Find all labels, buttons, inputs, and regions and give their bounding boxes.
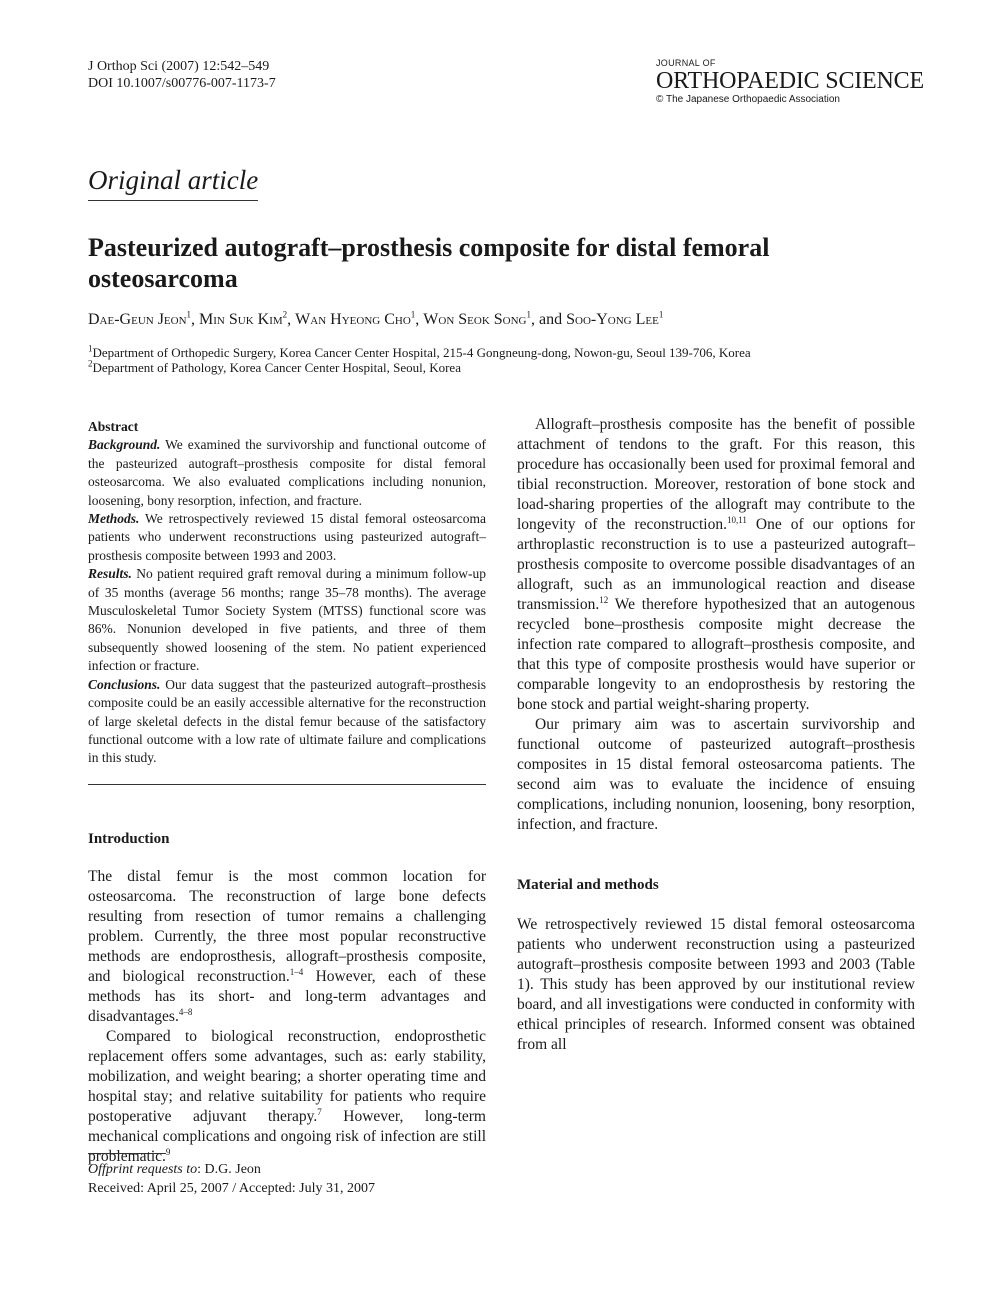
journal-name: ORTHOPAEDIC SCIENCE xyxy=(656,68,924,94)
author-affil-sup: 2 xyxy=(282,309,288,320)
intro-paragraph-3: Allograft–prosthesis composite has the benefit of possible attachment of tendons to the graft. For this reason, this procedure has occasionally been used for proximal femoral and tibial reconstruction. Moreover, restoration of bone stock and load-sharing properties of the allograft may contribute to the longevity of the reconstruction.$^{10,11}$ One of our options for arthroplastic reconstruction is to use a pasteurized autograft–prosthesis composite to overcome possible disadvantages of an allograft, such as an immunological reaction and disease transmission.$^{12}$ We therefore hypothesized that an autogenous recycled bone–prosthesis composite might decrease the infection rate compared to allograft–prosthesis composite, and that this type of composite prosthesis would have superior or comparable longevity to an endoprosthesis by restoring the bone stock and partial weight-sharing property. xyxy=(517,416,915,713)
author-affil-sup: 1 xyxy=(186,309,192,320)
offprint-line: Offprint requests to: D.G. Jeon xyxy=(88,1162,261,1177)
author-name: Won Seok Song xyxy=(423,311,527,328)
affiliation-1: $^1$Department of Orthopedic Surgery, Korea Cancer Center Hospital, 215-4 Gongneung-dong, Nowon-gu, Seoul 139-706, Korea xyxy=(88,343,751,360)
journal-of: JOURNAL OF xyxy=(656,58,716,68)
affiliations xyxy=(88,345,751,375)
affiliation-2: $^2$Department of Pathology, Korea Cancer Center Hospital, Seoul, Korea xyxy=(88,358,461,375)
article-title: Pasteurized autograft–prosthesis composite for distal femoral osteosarcoma xyxy=(88,233,770,293)
article-type: Original article xyxy=(88,165,258,201)
abstract-divider xyxy=(88,784,486,785)
left-column xyxy=(88,418,486,1167)
author-affil-sup: 1 xyxy=(410,309,416,320)
abstract xyxy=(88,418,486,768)
author-name: Dae-Geun Jeon xyxy=(88,311,187,328)
doi: DOI 10.1007/s00776-007-1173-7 xyxy=(88,76,276,91)
abstract-methods: Methods. We retrospectively reviewed 15 distal femoral osteosarcoma patients who underwent reconstructions using pasteurized autograft–prosthesis composite between 1993 and 2003. xyxy=(88,511,486,563)
author-affil-sup: 1 xyxy=(658,309,664,320)
right-column xyxy=(517,415,915,1055)
abstract-background: Background. We examined the survivorship and functional outcome of the pasteurized autograft–prosthesis composite for distal femoral osteosarcoma. We also evaluated complications including nonunion, loosening, bony resorption, infection, and fracture. xyxy=(88,437,486,508)
intro-paragraph-1: The distal femur is the most common location for osteosarcoma. The reconstruction of large bone defects resulting from resection of tumor remains a challenging problem. Currently, the three most popular reconstructive methods are endoprosthesis, allograft–prosthesis composite, and biological reconstruction.$^{1-4}$ However, each of these methods has its short- and long-term advantages and disadvantages.$^{4-8}$ xyxy=(88,867,486,1025)
footnote xyxy=(88,1160,375,1198)
methods-heading: Material and methods xyxy=(517,877,659,893)
authors-and: and xyxy=(539,311,563,328)
journal-logo xyxy=(656,58,924,106)
author-list: Dae-Geun Jeon$^1$, Min Suk Kim$^2$, Wan Hyeong Cho$^1$, Won Seok Song$^1$, and Soo-Yong Lee$^1$ xyxy=(88,309,664,328)
journal-copyright: © The Japanese Orthopaedic Association xyxy=(656,94,840,105)
received-line: Received: April 25, 2007 / Accepted: July 31, 2007 xyxy=(88,1181,375,1196)
citation: J Orthop Sci (2007) 12:542–549 xyxy=(88,59,270,74)
intro-paragraph-4: Our primary aim was to ascertain survivorship and functional outcome of pasteurized autograft–prosthesis composites in 15 distal femoral osteosarcoma patients. The second aim was to evaluate the incidence of ensuing complications, including nonunion, loosening, bony resorption, infection, and fracture. xyxy=(517,716,915,833)
author-name: Min Suk Kim xyxy=(199,311,283,328)
citation-block xyxy=(88,58,276,92)
author-name: Wan Hyeong Cho xyxy=(295,311,411,328)
footnote-rule xyxy=(88,1153,166,1154)
author-name: Soo-Yong Lee xyxy=(566,311,659,328)
abstract-results: Results. No patient required graft removal during a minimum follow-up of 35 months (average 56 months; range 35–78 months). The average Musculoskeletal Tumor Society System (MTSS) functional score was 86%. Nonunion developed in five patients, and three of them subsequently showed loosening of the stem. No patient experienced infection or fracture. xyxy=(88,566,486,674)
author-affil-sup: 1 xyxy=(526,309,532,320)
methods-paragraph-1: We retrospectively reviewed 15 distal femoral osteosarcoma patients who underwent reconstruction using a pasteurized autograft–prosthesis composite between 1993 and 2003 (Table 1). This study has been approved by our institutional review board, and all investigations were conducted in conformity with ethical principles of research. Informed consent was obtained from all xyxy=(517,916,915,1053)
introduction-heading: Introduction xyxy=(88,830,170,847)
intro-paragraph-2: Compared to biological reconstruction, endoprosthetic replacement offers some advantages, such as: early stability, mobilization, and weight bearing; a shorter operating time and hospital stay; and relative suitability for patients who require postoperative adjuvant therapy.$^7$ However, long-term mechanical complications and ongoing risk of infection are still problematic.$^9$ xyxy=(88,1027,486,1165)
abstract-heading: Abstract xyxy=(88,419,139,434)
abstract-conclusions: Conclusions. Our data suggest that the pasteurized autograft–prosthesis composite could be an easily accessible alternative for the reconstruction of large skeletal defects in the distal femur because of the satisfactory functional outcome with a low rate of ultimate failure and complications in this study. xyxy=(88,676,487,766)
